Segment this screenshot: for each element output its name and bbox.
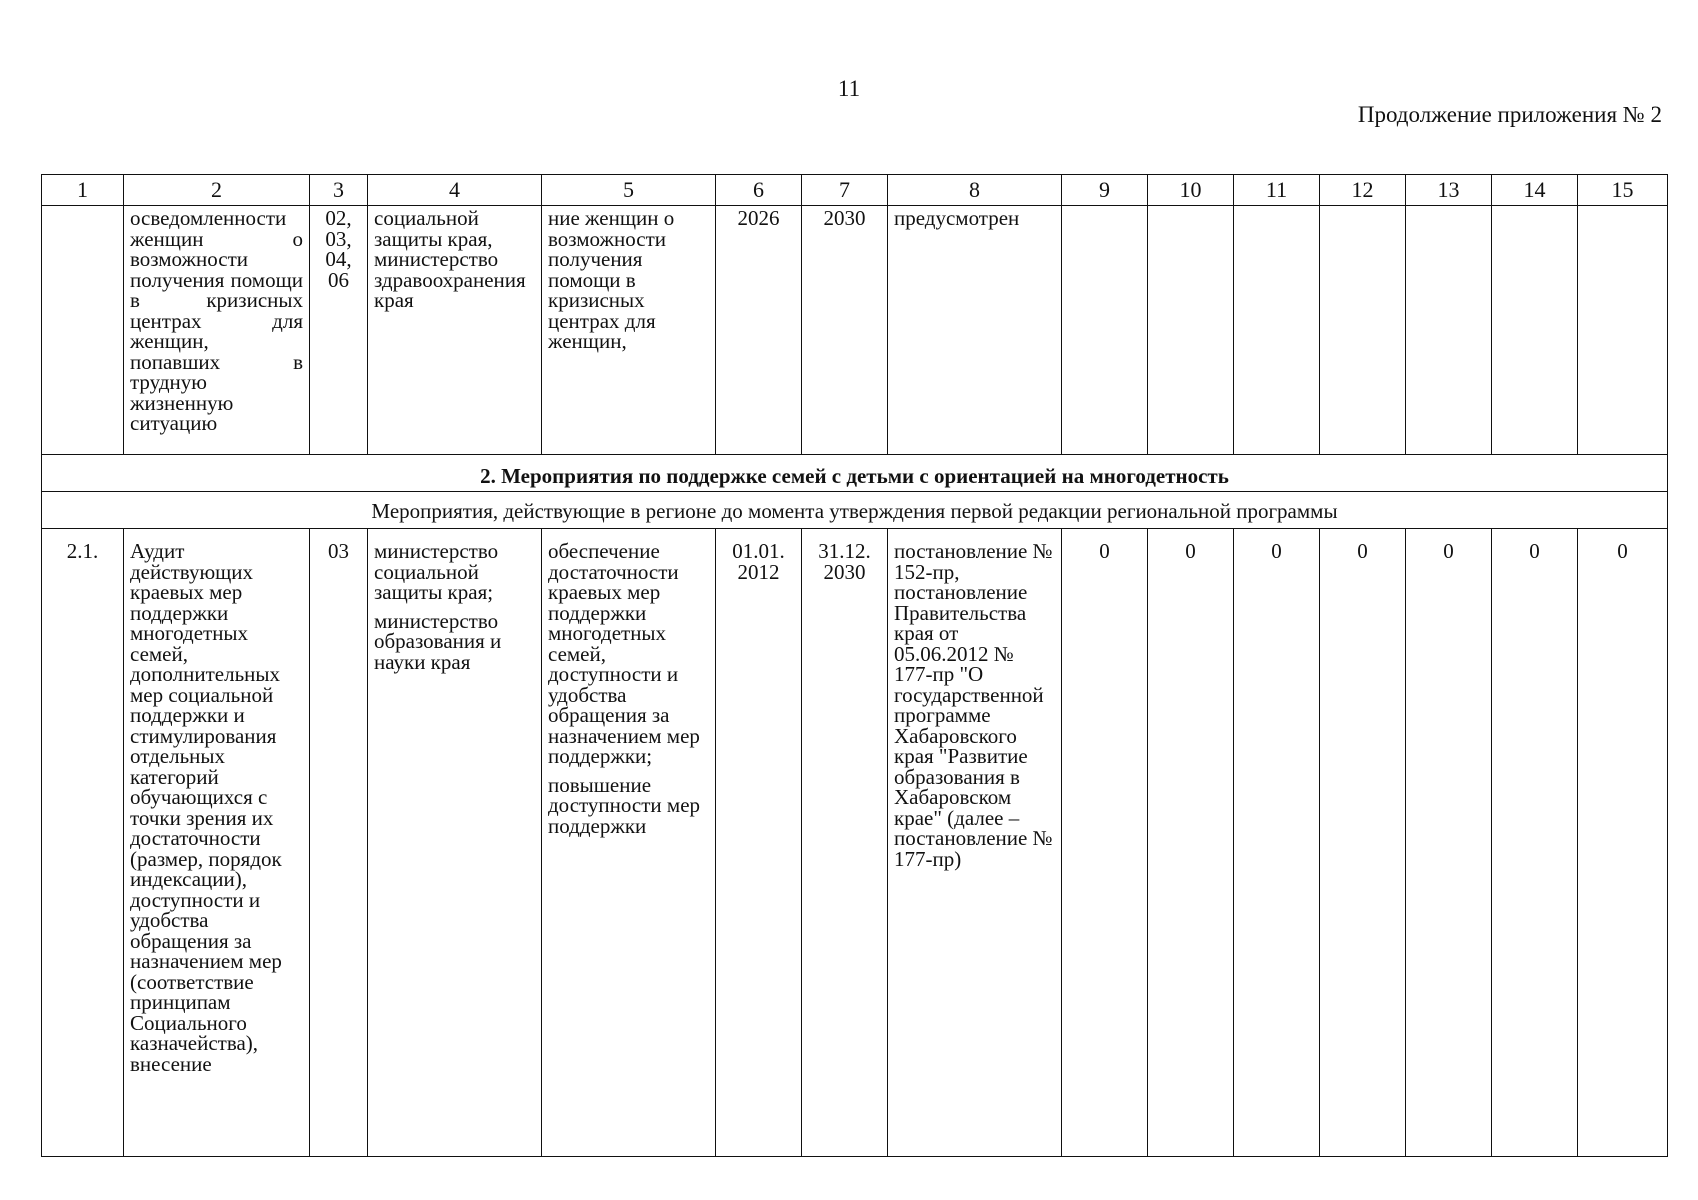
cell-codes: 03 [310, 529, 368, 1157]
cell-item-number: 2.1. [42, 529, 124, 1157]
section-title: 2. Мероприятия по поддержке семей с детьми с ориентацией на многодетность [42, 455, 1668, 492]
column-number: 9 [1062, 175, 1148, 206]
result-1: обеспечение достаточности краевых мер поддержки многодетных семей, доступности и удобства обращения за назначением мер поддержки; [548, 539, 700, 768]
column-number: 4 [368, 175, 542, 206]
cell-measure-name: осведомленности женщин о возможности получения помощи в кризисных центрах для женщин, попавших в трудную жизненную ситуацию [124, 206, 310, 455]
cell-value [1062, 206, 1148, 455]
cell-value [1578, 206, 1668, 455]
column-number: 3 [310, 175, 368, 206]
cell-value: 0 [1234, 529, 1320, 1157]
result-2: повышение доступности мер поддержки [548, 772, 701, 838]
page-number: 11 [837, 76, 861, 101]
cell-value: 0 [1578, 529, 1668, 1157]
cell-executor [368, 529, 542, 1157]
program-table [41, 174, 1668, 1157]
cell-codes: 02, 03, 04, 06 [310, 206, 368, 455]
cell-end-date: 31.12. 2030 [802, 529, 888, 1157]
table-row [42, 529, 1668, 1157]
executor-2: министерство образования и науки края [374, 608, 502, 674]
subsection-title: Мероприятия, действующие в регионе до момента утверждения первой редакции региональной программы [42, 492, 1668, 529]
cell-value: 0 [1062, 529, 1148, 1157]
column-number: 7 [802, 175, 888, 206]
cell-value: 0 [1406, 529, 1492, 1157]
cell-value: 0 [1320, 529, 1406, 1157]
cell-end-date: 2030 [802, 206, 888, 455]
column-number: 11 [1234, 175, 1320, 206]
cell-legal-basis: предусмотрен [888, 206, 1062, 455]
cell-value [1492, 206, 1578, 455]
column-number: 12 [1320, 175, 1406, 206]
column-number: 8 [888, 175, 1062, 206]
cell-value: 0 [1148, 529, 1234, 1157]
section-row [42, 455, 1668, 492]
cell-start-date: 2026 [716, 206, 802, 455]
cell-value [1234, 206, 1320, 455]
cell-value [1148, 206, 1234, 455]
executor-1: министерство социальной защиты края; [374, 539, 499, 604]
cell-legal-basis: постановление № 152-пр, постановление Правительства края от 05.06.2012 № 177-пр "О государственной программе Хабаровского края "Развитие образования в Хабаровском крае" (далее – постановление № 177-пр) [888, 529, 1062, 1157]
cell-measure-name: Аудит действующих краевых мер поддержки многодетных семей, дополнительных мер социальной поддержки и стимулирования отдельных категорий обучающихся с точки зрения их достаточности (размер, порядок индексации), доступности и удобства обращения за назначением мер (соответствие принципам Социального казначейства), внесение [124, 529, 310, 1157]
column-number: 5 [542, 175, 716, 206]
column-number: 2 [124, 175, 310, 206]
column-number: 14 [1492, 175, 1578, 206]
cell-executor: социальной защиты края, министерство здравоохранения края [368, 206, 542, 455]
cell-result: ние женщин о возможности получения помощи в кризисных центрах для женщин, [542, 206, 716, 455]
appendix-title: Продолжение приложения № 2 [1357, 102, 1662, 127]
subsection-row [42, 492, 1668, 529]
column-number: 1 [42, 175, 124, 206]
cell-value [1320, 206, 1406, 455]
column-number: 13 [1406, 175, 1492, 206]
cell-value [1406, 206, 1492, 455]
cell-value: 0 [1492, 529, 1578, 1157]
column-number: 15 [1578, 175, 1668, 206]
column-number: 6 [716, 175, 802, 206]
column-number-row [42, 175, 1668, 206]
column-number: 10 [1148, 175, 1234, 206]
cell-start-date: 01.01. 2012 [716, 529, 802, 1157]
cell-item-number [42, 206, 124, 455]
cell-result [542, 529, 716, 1157]
table-row [42, 206, 1668, 455]
